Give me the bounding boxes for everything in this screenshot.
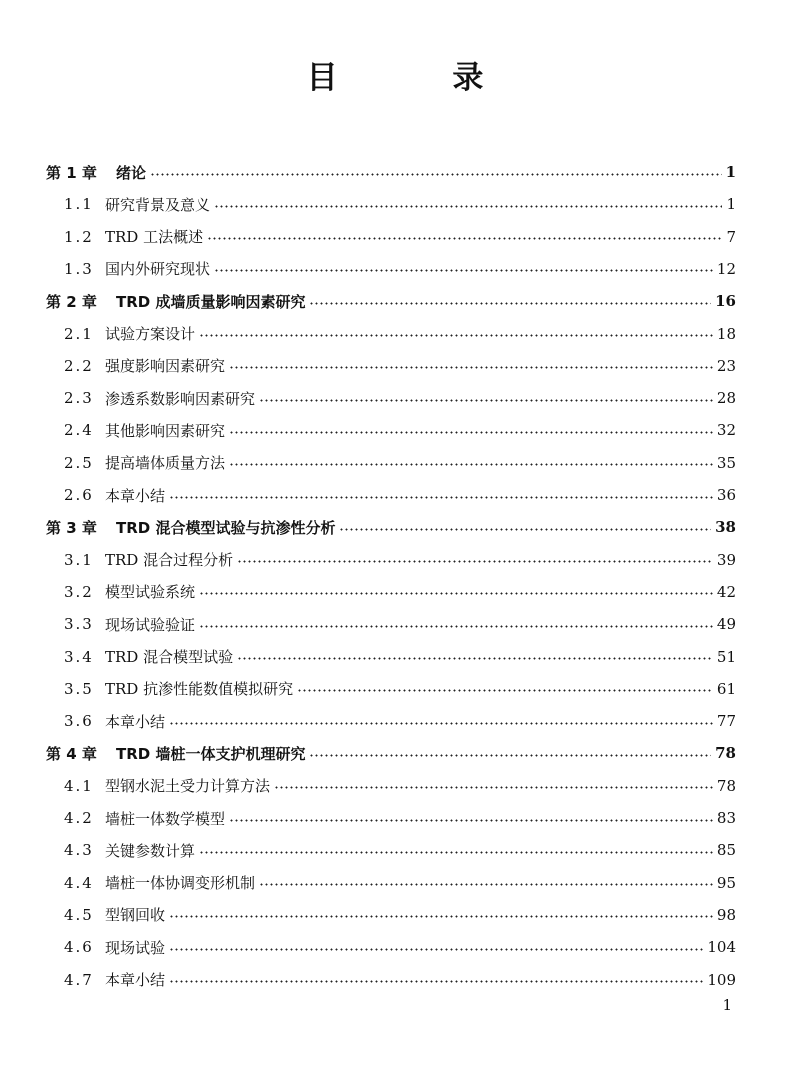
toc-section-entry[interactable]	[64, 867, 736, 899]
toc-entry-page: 7	[726, 227, 736, 246]
toc-entry-title: 提高墙体质量方法	[105, 454, 226, 473]
toc-entry-page: 85	[716, 841, 736, 860]
toc-entry-title: 本章小结	[105, 712, 166, 731]
toc-entry-number: 第 1 章	[46, 163, 97, 182]
dot-leader	[214, 269, 713, 272]
toc-entry-page: 78	[716, 776, 736, 795]
toc-entry-title: 本章小结	[105, 486, 166, 505]
toc-entry-page: 61	[716, 679, 736, 698]
toc-entry-title: TRD 混合模型试验与抗渗性分析	[116, 518, 336, 537]
toc-entry-page: 78	[715, 744, 736, 763]
toc-entry-page: 23	[716, 356, 736, 375]
page-number: 1	[722, 996, 732, 1014]
toc-entry-number: 4.4	[64, 873, 94, 892]
toc-entry-number: 第 4 章	[46, 744, 97, 763]
toc-entry-title: 绪论	[116, 163, 147, 182]
toc-entry-page: 51	[716, 647, 736, 666]
dot-leader	[169, 722, 713, 725]
toc-entry-number: 3.6	[64, 712, 94, 731]
toc-entry-number: 1.1	[64, 195, 94, 214]
toc-entry-title: 模型试验系统	[105, 583, 196, 602]
toc-entry-page: 77	[716, 712, 736, 731]
toc-entry-number: 3.4	[64, 647, 94, 666]
toc-entry-title: 试验方案设计	[105, 325, 196, 343]
toc-entry-page: 32	[716, 421, 736, 440]
toc-entry-title: 墙桩一体协调变形机制	[105, 874, 256, 893]
toc-entry-number: 4.5	[64, 905, 94, 924]
toc-entry-title: 关键参数计算	[105, 841, 196, 860]
toc-section-entry[interactable]	[64, 221, 736, 253]
toc-entry-title: 墙桩一体数学模型	[105, 809, 226, 828]
dot-leader	[229, 366, 713, 369]
dot-leader	[339, 528, 711, 531]
dot-leader	[237, 657, 713, 660]
toc-entry-page: 1	[726, 195, 736, 214]
toc-entry-title: TRD 混合过程分析	[105, 551, 234, 570]
toc-entry-number: 第 2 章	[46, 292, 97, 311]
dot-leader	[229, 463, 713, 466]
toc-entry-page: 36	[716, 486, 736, 504]
dot-leader	[199, 592, 713, 595]
toc-entry-page: 39	[716, 550, 736, 569]
toc-entry-title: TRD 混合模型试验	[105, 648, 234, 666]
dot-leader	[274, 786, 713, 789]
toc-entry-page: 16	[715, 292, 736, 311]
toc-entry-page: 83	[716, 809, 736, 827]
toc-entry-page: 49	[716, 615, 736, 634]
toc-section-entry[interactable]	[64, 964, 736, 996]
toc-entry-title: 型钢水泥土受力计算方法	[105, 777, 271, 796]
toc-entry-page: 104	[707, 938, 736, 957]
dot-leader	[169, 496, 713, 499]
toc-section-entry[interactable]	[64, 834, 736, 866]
dot-leader	[214, 205, 722, 208]
toc-entry-title: 本章小结	[105, 971, 166, 989]
dot-leader	[259, 883, 713, 886]
toc-entry-title: TRD 墙桩一体支护机理研究	[116, 744, 306, 763]
toc-entry-number: 3.2	[64, 582, 94, 601]
toc-entry-page: 95	[716, 873, 736, 892]
toc-entry-number: 3.3	[64, 615, 94, 634]
toc-section-entry[interactable]	[64, 253, 736, 285]
toc-entry-page: 12	[716, 259, 736, 278]
dot-leader	[229, 819, 713, 822]
toc-entry-title: 现场试验验证	[105, 615, 196, 634]
toc-chapter-entry[interactable]	[46, 156, 736, 188]
toc-entry-number: 2.4	[64, 421, 94, 440]
toc-entry-page: 35	[716, 453, 736, 472]
toc-chapter-entry[interactable]	[46, 511, 736, 543]
dot-leader	[199, 334, 713, 337]
toc-entry-page: 109	[707, 970, 736, 989]
toc-entry-number: 4.7	[64, 970, 94, 989]
toc-section-entry[interactable]	[64, 350, 736, 382]
dot-leader	[309, 302, 711, 305]
toc-entry-title: 其他影响因素研究	[105, 421, 226, 440]
dot-leader	[169, 980, 703, 983]
dot-leader	[169, 948, 703, 951]
toc-entry-number: 1.3	[64, 259, 94, 278]
toc-section-entry[interactable]	[64, 576, 736, 608]
toc-entry-title: 渗透系数影响因素研究	[105, 389, 256, 408]
toc-chapter-entry[interactable]	[46, 285, 736, 317]
toc-entry-number: 1.2	[64, 227, 94, 246]
toc-entry-title: TRD 成墙质量影响因素研究	[116, 292, 306, 311]
dot-leader	[237, 560, 713, 563]
toc-section-entry[interactable]	[64, 931, 736, 963]
dot-leader	[309, 754, 711, 757]
dot-leader	[199, 851, 713, 854]
toc-entry-page: 42	[716, 582, 736, 601]
toc-section-entry[interactable]	[64, 544, 736, 576]
toc-entry-page: 1	[725, 163, 736, 181]
toc-entry-title: 研究背景及意义	[105, 195, 211, 214]
toc-section-entry[interactable]	[64, 479, 736, 511]
toc-section-entry[interactable]	[64, 899, 736, 931]
page-title: 目 录	[306, 60, 536, 96]
toc-entry-number: 2.3	[64, 389, 94, 408]
toc-entry-page: 98	[716, 905, 736, 924]
toc-section-entry[interactable]	[64, 641, 736, 673]
toc-section-entry[interactable]	[64, 447, 736, 479]
dot-leader	[150, 173, 722, 176]
toc-section-entry[interactable]	[64, 382, 736, 414]
toc-section-entry[interactable]	[64, 705, 736, 737]
toc-section-entry[interactable]	[64, 802, 736, 834]
toc-chapter-entry[interactable]	[46, 737, 736, 769]
dot-leader	[199, 625, 713, 628]
toc-section-entry[interactable]	[64, 673, 736, 705]
toc-entry-title: 强度影响因素研究	[105, 357, 226, 376]
toc-entry-title: TRD 工法概述	[105, 228, 204, 247]
toc-entry-number: 4.1	[64, 776, 94, 795]
toc-entry-title: 型钢回收	[105, 906, 166, 925]
toc-entry-title: 国内外研究现状	[105, 260, 211, 279]
toc-entry-title: TRD 抗渗性能数值模拟研究	[105, 680, 294, 699]
dot-leader	[297, 689, 713, 692]
dot-leader	[259, 399, 713, 402]
toc-section-entry[interactable]	[64, 608, 736, 640]
toc-entry-title: 现场试验	[105, 938, 166, 957]
toc-entry-number: 第 3 章	[46, 518, 97, 537]
toc-section-entry[interactable]	[64, 770, 736, 802]
toc-entry-number: 2.2	[64, 356, 94, 375]
dot-leader	[229, 431, 713, 434]
toc-entry-number: 3.5	[64, 679, 94, 698]
toc-entry-number: 4.2	[64, 809, 94, 827]
toc-entry-number: 3.1	[64, 550, 94, 569]
toc-section-entry[interactable]	[64, 414, 736, 446]
dot-leader	[207, 237, 722, 240]
toc-section-entry[interactable]	[64, 318, 736, 350]
toc-entry-page: 18	[716, 324, 736, 343]
toc-entry-number: 4.6	[64, 938, 94, 957]
toc-entry-page: 38	[715, 518, 736, 537]
toc-entry-page: 28	[716, 389, 736, 408]
toc-entry-number: 2.5	[64, 453, 94, 472]
dot-leader	[169, 915, 713, 918]
toc-entry-number: 4.3	[64, 841, 94, 860]
toc-entry-number: 2.1	[64, 324, 94, 343]
toc-section-entry[interactable]	[64, 188, 736, 220]
toc-entry-number: 2.6	[64, 486, 94, 504]
